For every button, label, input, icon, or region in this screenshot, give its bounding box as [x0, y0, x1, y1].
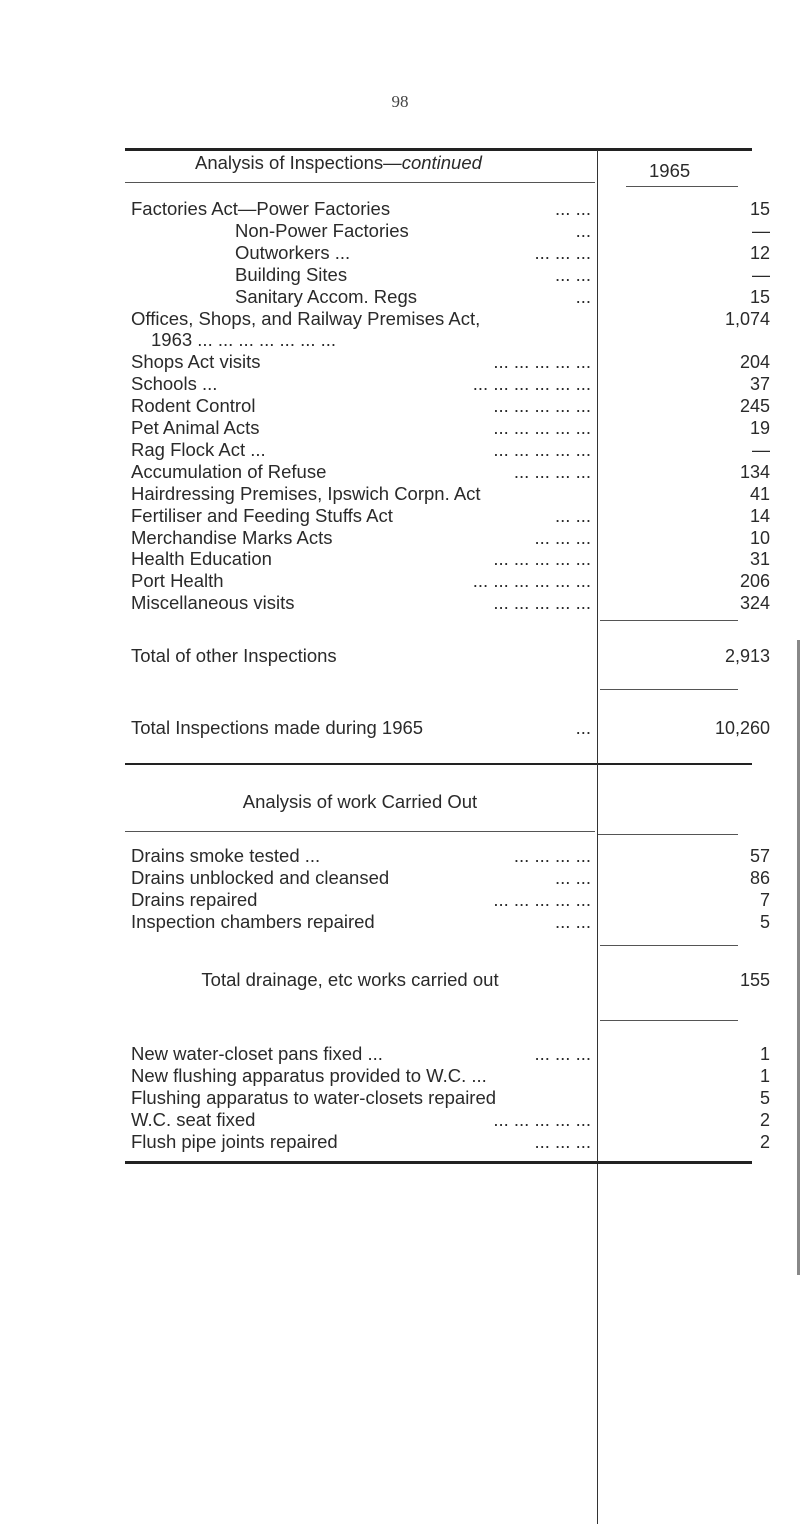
table-row [131, 1043, 591, 1065]
row-leader-dots: ... ... ... ... ... [493, 351, 591, 373]
row-leader-dots: ... ... ... [534, 526, 591, 548]
row-leader-dots: ... ... [555, 911, 591, 932]
row-leader-dots: ... ... ... ... ... [493, 548, 591, 570]
row-value: 41 [749, 483, 770, 504]
table-title [195, 152, 482, 174]
table-row [131, 570, 591, 592]
header-rule-right [626, 186, 738, 187]
column-divider-end [597, 150, 598, 1162]
row-value: 5 [759, 912, 770, 932]
subtotal-rule [600, 620, 738, 621]
row-value: 15 [749, 199, 770, 219]
row-leader-dots: ... ... ... ... ... [493, 417, 591, 438]
row-label: Health Education [131, 548, 272, 570]
row-label: New water-closet pans fixed ... [131, 1043, 383, 1064]
table-row [235, 242, 591, 264]
page-number: 98 [391, 92, 409, 111]
total-drainage-label: Total drainage, etc works carried out [201, 969, 499, 990]
table-row [131, 439, 591, 461]
row-value: 206 [739, 571, 770, 592]
table-row [131, 461, 591, 483]
table-row [235, 286, 591, 308]
row-label: Hairdressing Premises, Ipswich Corpn. Act [131, 482, 481, 504]
row-label: Building Sites [235, 263, 348, 285]
table-row [151, 329, 611, 351]
row-leader-dots: ... ... ... ... ... [493, 592, 591, 614]
row-label: W.C. seat fixed [131, 1109, 256, 1130]
row-label: 1963 ... ... ... ... ... ... ... [151, 329, 337, 351]
row-leader-dots: ... ... ... [534, 1131, 591, 1152]
row-label: Flush pipe joints repaired [131, 1131, 338, 1152]
row-leader-dots: ... ... ... ... ... ... [472, 570, 591, 592]
table-row [131, 1087, 591, 1109]
row-label: Fertiliser and Feeding Stuffs Act [131, 504, 393, 526]
table-row [131, 351, 591, 373]
row-leader-dots: ... ... ... ... ... ... [472, 373, 591, 395]
row-value: 19 [749, 418, 770, 438]
row-leader-dots: ... ... ... ... [513, 460, 591, 482]
work-header-rule-left [125, 831, 595, 832]
row-label: Drains unblocked and cleansed [131, 867, 390, 888]
row-value: 134 [739, 461, 770, 482]
table-row [235, 220, 591, 242]
row-label: Sanitary Accom. Regs [235, 285, 417, 307]
table-row [131, 417, 591, 439]
row-leader-dots: ... ... [555, 263, 591, 285]
row-value: 324 [739, 593, 770, 614]
table-row [131, 395, 591, 417]
row-label: Port Health [131, 570, 224, 592]
table-row [235, 264, 591, 286]
row-leader-dots: ... [575, 219, 591, 241]
row-leader-dots: ... ... ... ... [513, 845, 591, 866]
row-label: Rag Flock Act ... [131, 438, 266, 460]
row-value: 14 [749, 505, 770, 526]
table-row [131, 527, 591, 549]
row-label: Miscellaneous visits [131, 592, 295, 614]
row-leader-dots: ... [575, 285, 591, 307]
table-row [131, 717, 591, 739]
total-other-label: Total of other Inspections [131, 645, 337, 666]
table-row [131, 483, 591, 505]
work-header-rule-right [598, 834, 738, 835]
row-label: Outworkers ... [235, 241, 351, 263]
row-value: 31 [749, 549, 770, 570]
wc-rule [600, 1020, 738, 1021]
row-value: — [752, 439, 770, 460]
row-leader-dots: ... ... [555, 504, 591, 526]
table-row [131, 1131, 591, 1153]
row-label: Merchandise Marks Acts [131, 526, 333, 548]
total-made-label: Total Inspections made during 1965 [131, 717, 424, 738]
total-made-value: 10,260 [714, 718, 770, 738]
row-label: Factories Act—Power Factories [131, 198, 391, 219]
row-value: 7 [759, 890, 770, 910]
row-value: 15 [749, 286, 770, 307]
row-value: 245 [739, 396, 770, 417]
table-row [131, 373, 591, 395]
row-leader-dots: ... ... ... [534, 241, 591, 263]
table-row [131, 911, 591, 933]
row-leader-dots: ... ... ... ... ... [493, 395, 591, 417]
row-label: Flushing apparatus to water-closets repaired [131, 1087, 497, 1108]
section-rule [125, 763, 752, 765]
table-row [131, 845, 591, 867]
row-label: Pet Animal Acts [131, 417, 260, 438]
table-title-italic: continued [401, 152, 482, 173]
table-title-main: Analysis of Inspections— [195, 152, 402, 173]
row-leader-dots: ... ... ... ... ... [493, 438, 591, 460]
bottom-rule [125, 1161, 752, 1164]
table-row [131, 505, 591, 527]
row-value: 12 [749, 242, 770, 263]
row-label: Shops Act visits [131, 351, 261, 373]
table-row [131, 198, 591, 220]
row-label: Rodent Control [131, 395, 256, 417]
row-leader-dots: ... ... [555, 198, 591, 219]
row-label: Drains smoke tested ... [131, 845, 321, 866]
total-other-value: 2,913 [724, 646, 770, 666]
total-made-dots: ... [575, 717, 591, 738]
row-value: 5 [759, 1088, 770, 1108]
row-value: 204 [739, 352, 770, 373]
table-row [131, 592, 591, 614]
total-rule [600, 689, 738, 690]
row-label: Drains repaired [131, 889, 258, 910]
row-label: Accumulation of Refuse [131, 460, 327, 482]
row-value: — [752, 220, 770, 241]
row-leader-dots: ... ... ... ... ... [493, 1109, 591, 1130]
row-value: 2 [759, 1110, 770, 1130]
row-value: 1 [759, 1044, 770, 1064]
table-row [131, 1065, 591, 1087]
table-row [131, 867, 591, 889]
row-leader-dots: ... ... ... [534, 1043, 591, 1064]
drainage-rule [600, 945, 738, 946]
total-drainage-value: 155 [739, 970, 770, 990]
work-section-title: Analysis of work Carried Out [242, 791, 478, 812]
row-label: Schools ... [131, 373, 218, 395]
table-row [131, 889, 591, 911]
row-value: 10 [749, 527, 770, 548]
row-label: Offices, Shops, and Railway Premises Act, [131, 307, 481, 329]
table-row [131, 308, 591, 330]
row-label: Non-Power Factories [235, 219, 409, 241]
table-row [131, 548, 591, 570]
row-value: — [752, 264, 770, 285]
header-rule-left [125, 182, 595, 183]
year-header: 1965 [649, 160, 691, 181]
row-leader-dots: ... ... ... ... ... [493, 889, 591, 910]
row-value: 1,074 [724, 308, 770, 329]
row-value: 86 [749, 868, 770, 888]
row-leader-dots: ... ... [555, 867, 591, 888]
row-label: Inspection chambers repaired [131, 911, 375, 932]
row-value: 2 [759, 1132, 770, 1152]
row-value: 37 [749, 374, 770, 395]
row-value: 57 [749, 846, 770, 866]
row-label: New flushing apparatus provided to W.C. ... [131, 1065, 487, 1086]
top-rule [125, 148, 752, 151]
row-value: 1 [759, 1066, 770, 1086]
table-row [131, 1109, 591, 1131]
